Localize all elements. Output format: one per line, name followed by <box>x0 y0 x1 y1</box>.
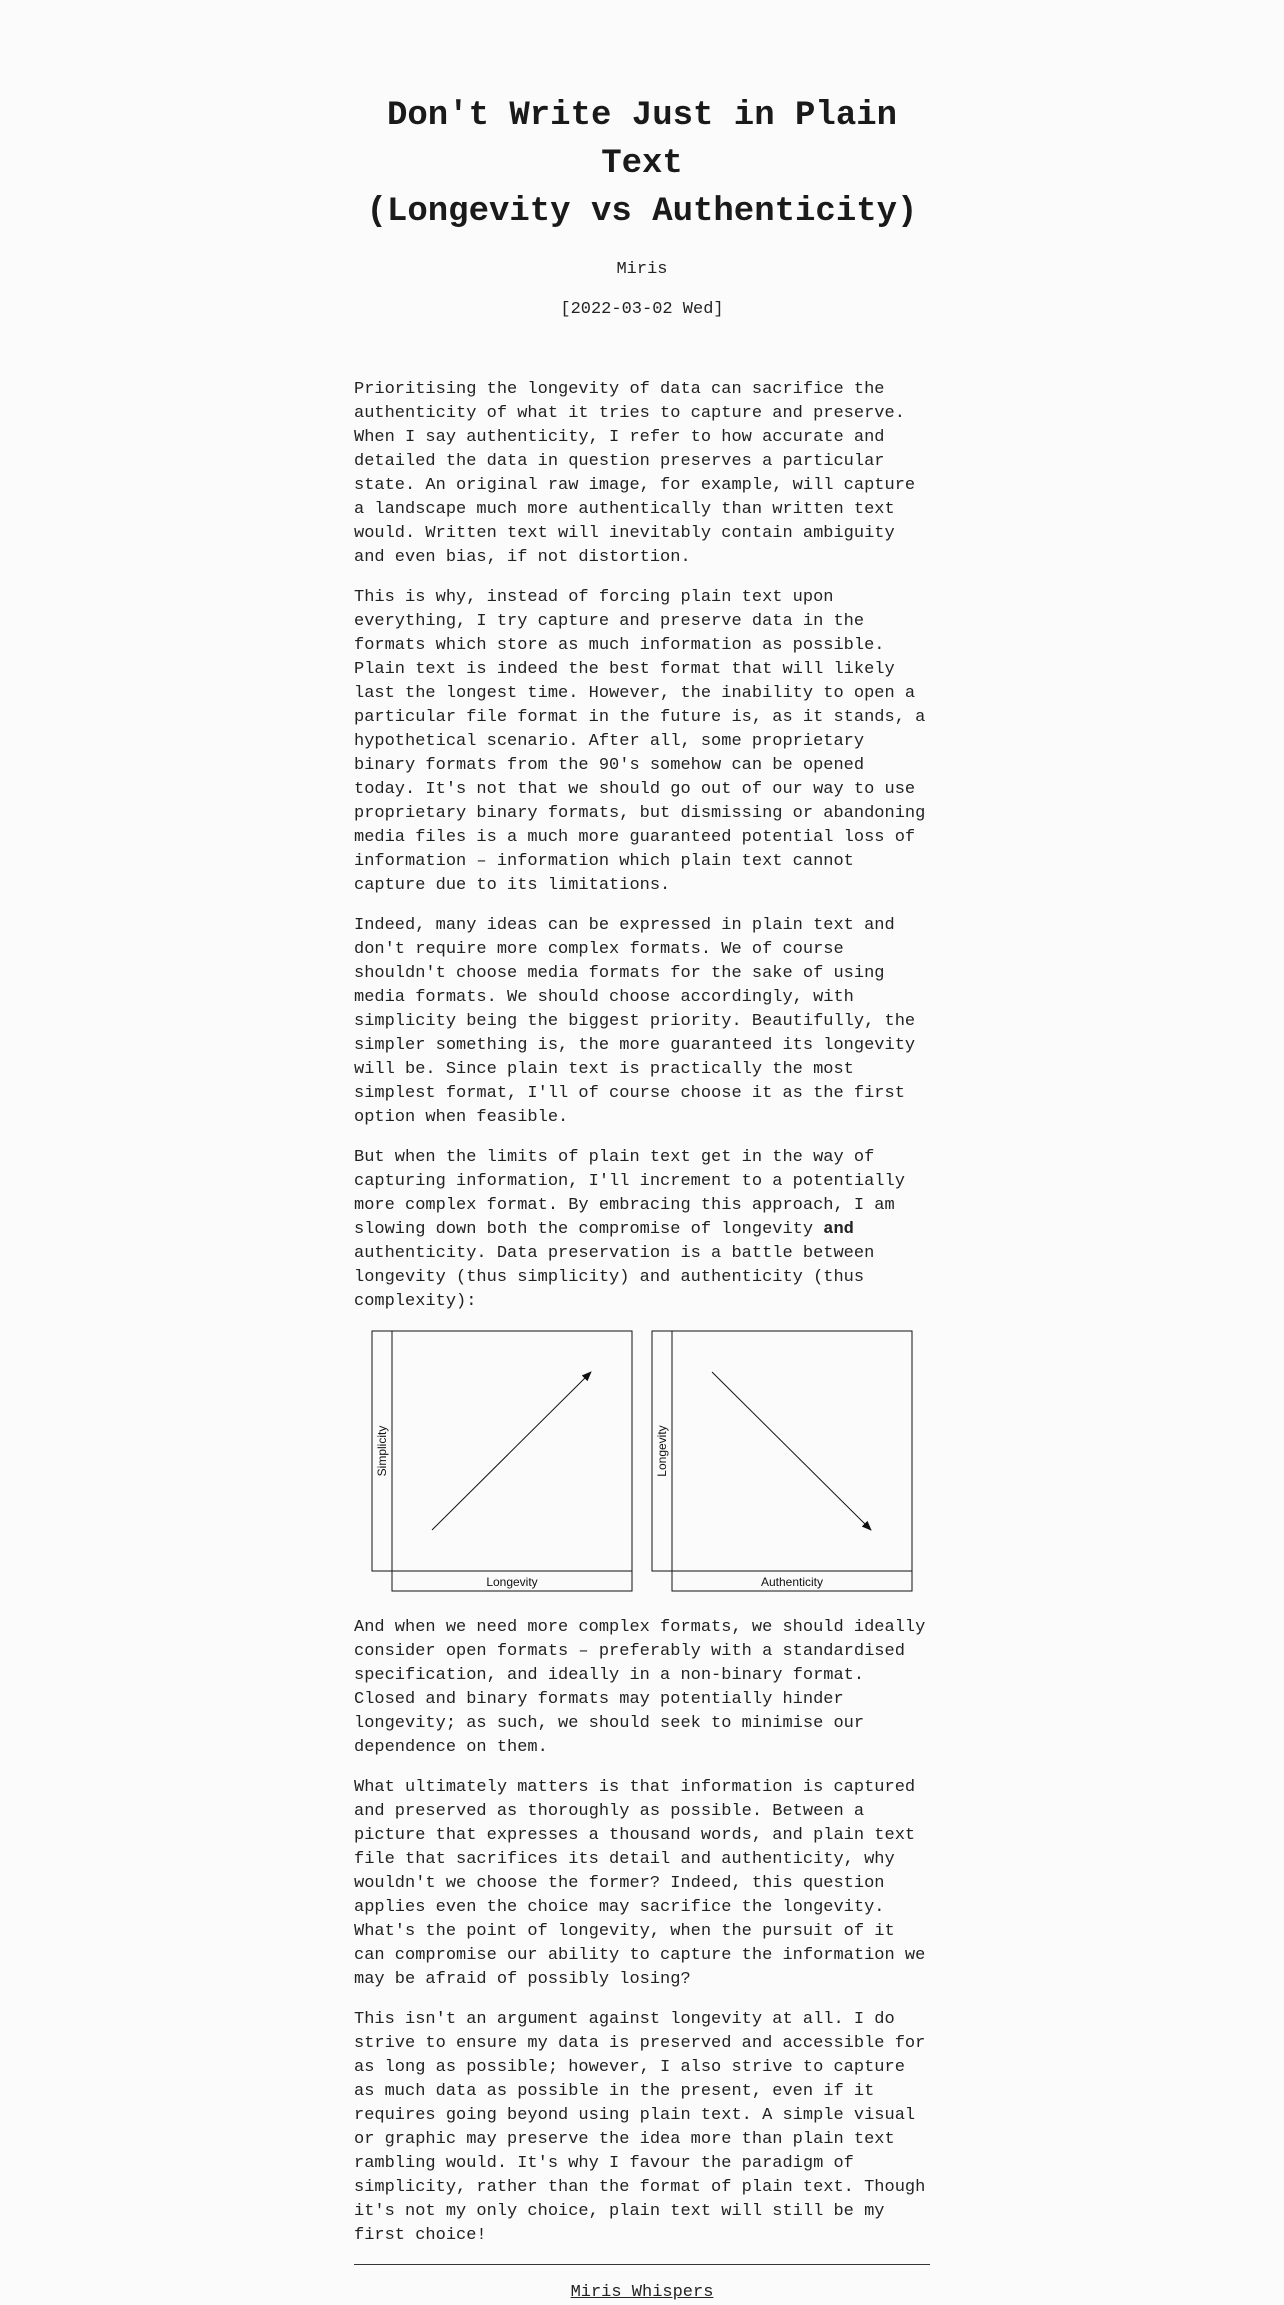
article <box>354 0 930 2305</box>
paragraph-4-text-a: But when the limits of plain text get in the way of capturing information, I'll increment to a potentially more complex format. By embracing this approach, I am slowing down both the compromise of longevity <box>354 1148 905 1239</box>
footer-divider <box>354 2264 930 2265</box>
home-link[interactable]: Miris Whispers <box>570 2283 714 2302</box>
diagram-simplicity-vs-longevity <box>371 1330 633 1592</box>
paragraph-4-text-b: authenticity. Data preservation is a battle between longevity (thus simplicity) and authenticity (thus complexity): <box>354 1244 875 1311</box>
diagram-row <box>354 1330 930 1592</box>
paragraph-1: Prioritising the longevity of data can sacrifice the authenticity of what it tries to capture and preserve. When I say authenticity, I refer to how accurate and detailed the data in question preserves a particular state. An original raw image, for example, will capture a landscape much more authentically than written text would. Written text will inevitably contain ambiguity and even bias, if not distortion. <box>354 380 916 567</box>
page-title <box>354 92 930 236</box>
paragraph-4-bold: and <box>823 1220 854 1239</box>
paragraph-5: And when we need more complex formats, we should ideally consider open formats – preferably with a standardised specification, and ideally in a non-binary format. Closed and binary formats may potentially hinder longevity; as such, we should seek to minimise our dependence on them. <box>354 1618 926 1757</box>
footer <box>354 2281 930 2305</box>
paragraph-4 <box>354 1146 930 1314</box>
paragraph-7: This isn't an argument against longevity at all. I do strive to ensure my data is preserved and accessible for as long as possible; however, I also strive to capture as much data as possible in the present, even if it requires going beyond using plain text. A simple visual or graphic may preserve the idea more than plain text rambling would. It's why I favour the paradigm of simplicity, rather than the format of plain text. Though it's not my only choice, plain text will still be my first choice! <box>354 2010 926 2245</box>
x-axis-label: Authenticity <box>760 1575 824 1589</box>
y-axis-label: Simplicity <box>375 1425 389 1477</box>
article-body <box>354 378 930 2248</box>
paragraph-2: This is why, instead of forcing plain text upon everything, I try capture and preserve data in the formats which store as much information as possible. Plain text is indeed the best format that will likely last the longest time. However, the inability to open a particular file format in the future is, as it stands, a hypothetical scenario. After all, some proprietary binary formats from the 90's somehow can be opened today. It's not that we should go out of our way to use proprietary binary formats, but dismissing or abandoning media files is a much more guaranteed potential loss of information – information which plain text cannot capture due to its limitations. <box>354 588 926 895</box>
diagram-longevity-vs-authenticity <box>651 1330 913 1592</box>
title-line-2: (Longevity vs Authenticity) <box>366 193 918 231</box>
author: Miris <box>616 260 668 279</box>
trend-arrow-up <box>432 1372 591 1530</box>
post-date: [2022-03-02 Wed] <box>560 300 724 319</box>
y-axis-label: Longevity <box>655 1425 669 1477</box>
paragraph-3: Indeed, many ideas can be expressed in plain text and don't require more complex formats. We of course shouldn't choose media formats for the sake of using media formats. We should choose accordingly, with simplicity being the biggest priority. Beautifully, the simpler something is, the more guaranteed its longevity will be. Since plain text is practically the most simplest format, I'll of course choose it as the first option when feasible. <box>354 916 916 1127</box>
paragraph-6: What ultimately matters is that information is captured and preserved as thoroughly as possible. Between a picture that expresses a thousand words, and plain text file that sacrifices its detail and authenticity, why wouldn't we choose the former? Indeed, this question applies even the choice may sacrifice the longevity. What's the point of longevity, when the pursuit of it can compromise our ability to capture the information we may be afraid of possibly losing? <box>354 1778 926 1989</box>
title-line-1: Don't Write Just in Plain Text <box>386 97 898 183</box>
trend-arrow-down <box>712 1372 871 1530</box>
x-axis-label: Longevity <box>486 1575 538 1589</box>
